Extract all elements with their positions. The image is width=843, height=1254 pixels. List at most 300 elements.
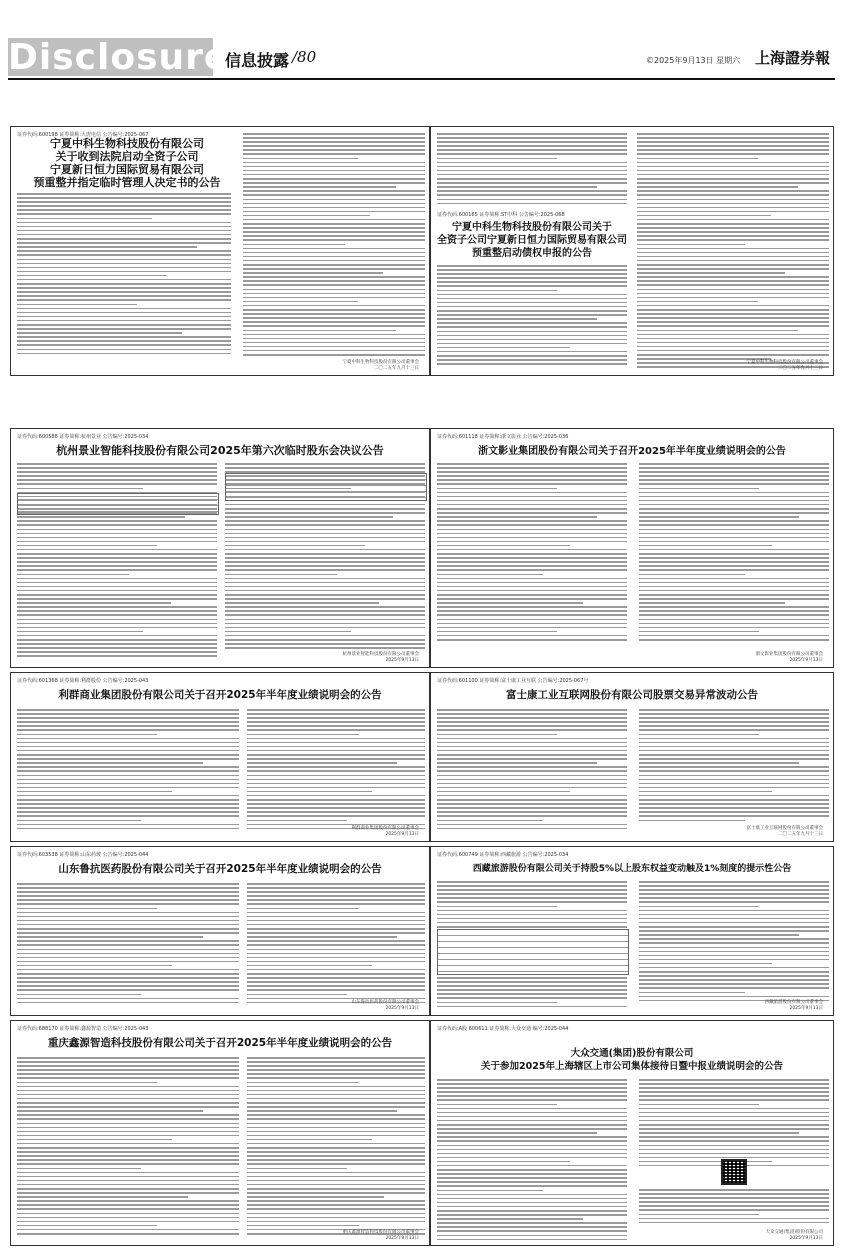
text-line — [437, 1140, 627, 1142]
text-line — [17, 647, 217, 649]
text-line — [225, 647, 425, 649]
text-line — [17, 1188, 239, 1190]
text-line — [17, 353, 231, 355]
text-line — [639, 1087, 829, 1089]
text-line — [437, 795, 627, 797]
text-line — [639, 553, 829, 555]
text-line — [437, 273, 627, 275]
text-line — [247, 1114, 425, 1116]
text-line — [639, 983, 829, 985]
text-line — [17, 989, 239, 991]
text-line — [437, 897, 627, 899]
text-line — [17, 643, 217, 645]
text-line — [247, 758, 425, 760]
text-line — [225, 508, 425, 510]
text-line — [437, 166, 627, 168]
text-line — [243, 219, 425, 221]
text-line — [17, 924, 239, 926]
text-line — [437, 1104, 557, 1106]
text-line — [437, 901, 627, 903]
text-line — [247, 1139, 372, 1141]
text-line — [17, 655, 217, 657]
text-line — [17, 1057, 239, 1059]
text-line — [17, 762, 203, 764]
text-line — [247, 1110, 397, 1112]
text-line — [639, 918, 829, 920]
text-line — [243, 280, 425, 282]
text-line — [225, 586, 425, 588]
text-line — [17, 895, 239, 897]
text-line — [637, 194, 829, 196]
title-line: 关于收到法院启动全资子公司 — [55, 150, 199, 163]
text-line — [247, 1082, 359, 1084]
text-line — [637, 137, 829, 139]
text-line — [247, 994, 347, 996]
text-line — [17, 746, 239, 748]
text-line — [17, 557, 217, 559]
text-line — [437, 881, 627, 883]
text-line — [437, 738, 627, 740]
text-line — [17, 569, 217, 571]
text-line — [17, 295, 231, 297]
text-line — [437, 565, 627, 567]
text-line — [17, 940, 239, 942]
text-line — [639, 926, 829, 928]
text-line — [243, 153, 425, 155]
text-line — [17, 1176, 239, 1178]
text-line — [639, 606, 829, 608]
text-line — [243, 334, 425, 336]
text-line — [639, 762, 799, 764]
text-line — [17, 299, 231, 301]
text-line — [225, 602, 379, 604]
text-line — [247, 1065, 425, 1067]
signature: 西藏旅游股份有限公司董事会 2025年9月13日 — [764, 1000, 823, 1011]
text-line — [17, 1229, 239, 1231]
text-line — [437, 199, 627, 201]
text-line — [17, 246, 197, 248]
text-line — [243, 297, 425, 299]
text-line — [17, 594, 217, 596]
text-line — [247, 1163, 425, 1165]
text-line — [17, 1147, 239, 1149]
text-line — [639, 942, 829, 944]
text-line — [639, 590, 829, 592]
text-line — [639, 508, 829, 510]
text-line — [17, 230, 231, 232]
text-line — [247, 912, 425, 914]
text-line — [247, 1192, 425, 1194]
text-line — [639, 631, 759, 633]
text-line — [225, 594, 425, 596]
text-line — [637, 227, 829, 229]
text-line — [639, 1128, 829, 1130]
text-line — [437, 1214, 627, 1216]
text-line — [17, 815, 239, 817]
text-line — [17, 549, 217, 551]
text-line — [637, 252, 829, 254]
body-text-col2 — [639, 881, 829, 1004]
qr-code-image — [721, 1159, 747, 1185]
text-line — [637, 338, 829, 340]
text-line — [17, 610, 217, 612]
text-line — [17, 623, 217, 625]
text-line — [639, 561, 829, 563]
text-line — [639, 1201, 829, 1203]
announcement-title: 山东鲁抗医药股份有限公司关于召开2025年半年度业绩说明会的公告 — [58, 863, 382, 875]
text-line — [17, 828, 239, 830]
text-line — [639, 795, 829, 797]
text-line — [639, 971, 829, 973]
text-line — [247, 807, 425, 809]
text-line — [437, 742, 627, 744]
text-line — [243, 346, 425, 348]
text-line — [437, 807, 627, 809]
text-line — [437, 815, 627, 817]
text-line — [639, 1153, 829, 1155]
text-line — [225, 635, 425, 637]
text-line — [247, 738, 425, 740]
body-text-right — [637, 133, 829, 370]
text-line — [639, 897, 829, 899]
text-line — [225, 627, 425, 629]
text-line — [247, 803, 425, 805]
body-text-col2 — [639, 1079, 829, 1169]
text-line — [437, 363, 627, 365]
text-line — [437, 582, 627, 584]
text-line — [437, 533, 627, 535]
text-line — [17, 725, 239, 727]
text-line — [637, 211, 829, 213]
text-line — [437, 1169, 627, 1171]
text-line — [639, 787, 829, 789]
text-line — [17, 586, 217, 588]
text-line — [17, 1094, 239, 1096]
text-line — [637, 325, 829, 327]
text-line — [17, 1086, 239, 1088]
body-text-col1 — [17, 883, 239, 1006]
text-line — [639, 717, 829, 719]
text-line — [17, 320, 231, 322]
text-line — [637, 231, 829, 233]
text-line — [437, 141, 627, 143]
text-line — [437, 725, 627, 727]
text-line — [437, 910, 627, 912]
text-line — [437, 298, 627, 300]
text-line — [639, 910, 829, 912]
text-line — [637, 346, 829, 348]
text-line — [17, 606, 217, 608]
text-line — [17, 271, 231, 273]
masthead-word: Disclosure — [8, 37, 230, 78]
text-line — [17, 308, 231, 310]
text-line — [639, 709, 829, 711]
text-line — [637, 199, 829, 201]
text-line — [17, 533, 217, 535]
text-line — [243, 199, 425, 201]
announcement-meta: 证券代码:601368 证券简称:利群股份 公告编号:2025-043 — [17, 678, 149, 684]
text-line — [437, 1206, 627, 1208]
text-line — [437, 1108, 627, 1110]
text-line — [437, 820, 543, 822]
text-line — [225, 516, 393, 518]
text-line — [243, 284, 425, 286]
text-line — [639, 471, 829, 473]
text-line — [639, 483, 829, 485]
text-line — [437, 488, 557, 490]
text-line — [639, 914, 829, 916]
text-line — [17, 1118, 239, 1120]
text-line — [17, 332, 182, 334]
text-line — [17, 908, 157, 910]
text-line — [17, 998, 239, 1000]
text-line — [17, 766, 239, 768]
text-line — [17, 944, 239, 946]
text-line — [17, 635, 217, 637]
text-line — [17, 1139, 172, 1141]
text-line — [639, 947, 829, 949]
text-line — [437, 520, 627, 522]
text-line — [243, 301, 358, 303]
text-line — [639, 807, 829, 809]
text-line — [437, 512, 627, 514]
body-text-col2b — [639, 1189, 829, 1226]
text-line — [637, 166, 829, 168]
text-line — [639, 582, 829, 584]
text-line — [247, 799, 425, 801]
table-row — [226, 492, 426, 498]
text-line — [225, 598, 425, 600]
text-line — [247, 775, 425, 777]
text-line — [17, 1184, 239, 1186]
text-line — [247, 1196, 384, 1198]
text-line — [437, 1091, 627, 1093]
text-line — [437, 149, 627, 151]
text-line — [17, 1127, 239, 1129]
text-line — [639, 938, 829, 940]
text-line — [247, 1135, 425, 1137]
text-line — [639, 1193, 829, 1195]
text-line — [243, 235, 425, 237]
announcement-panel-a6 — [430, 672, 834, 842]
text-line — [437, 762, 597, 764]
text-line — [243, 289, 425, 291]
text-line — [437, 775, 627, 777]
text-line — [639, 779, 829, 781]
text-line — [17, 811, 239, 813]
text-line — [17, 903, 239, 905]
text-line — [247, 1123, 425, 1125]
text-line — [639, 1112, 829, 1114]
text-line — [639, 545, 772, 547]
text-line — [247, 1094, 425, 1096]
text-line — [243, 330, 396, 332]
section-name: 信息披露 — [225, 51, 290, 70]
text-line — [437, 331, 627, 333]
text-line — [247, 920, 425, 922]
text-line — [639, 746, 829, 748]
text-line — [639, 1120, 829, 1122]
text-line — [243, 194, 425, 196]
text-line — [17, 193, 231, 195]
text-line — [17, 820, 141, 822]
text-line — [437, 754, 627, 756]
text-line — [437, 981, 627, 983]
text-line — [437, 145, 627, 147]
text-line — [17, 1065, 239, 1067]
text-line — [437, 553, 627, 555]
text-line — [17, 529, 217, 531]
text-line — [637, 297, 829, 299]
text-line — [17, 639, 217, 641]
announcement-title: 重庆鑫源智造科技股份有限公司关于召开2025年半年度业绩说明会的公告 — [47, 1037, 393, 1049]
text-line — [17, 1143, 239, 1145]
text-line — [17, 1221, 239, 1223]
text-line — [243, 260, 425, 262]
announcement-meta: 证券代码:601100 证券简称:富士康工业互联 公告编号:2025-067号 — [437, 678, 589, 684]
text-line — [243, 178, 425, 180]
text-line — [247, 1106, 425, 1108]
text-line — [225, 557, 425, 559]
text-line — [247, 1151, 425, 1153]
text-line — [17, 799, 239, 801]
text-line — [243, 268, 425, 270]
text-line — [17, 275, 167, 277]
text-line — [637, 264, 829, 266]
text-line — [639, 1214, 759, 1216]
text-line — [17, 209, 231, 211]
title-line: 预重整并指定临时管理人决定书的公告 — [33, 176, 221, 189]
text-line — [17, 738, 239, 740]
text-line — [17, 1159, 239, 1161]
text-line — [639, 783, 829, 785]
text-line — [17, 750, 239, 752]
text-line — [225, 582, 425, 584]
text-line — [639, 602, 785, 604]
text-line — [639, 881, 829, 883]
text-line — [437, 787, 627, 789]
text-line — [17, 1172, 239, 1174]
text-line — [639, 889, 829, 891]
text-line — [247, 1221, 425, 1223]
text-line — [243, 244, 345, 246]
text-line — [639, 598, 829, 600]
announcement-meta: 证券代码:688170 证券简称:鑫源智造 公告编号:2025-043 — [17, 1026, 149, 1032]
text-line — [639, 734, 759, 736]
text-line — [637, 284, 829, 286]
text-line — [437, 758, 627, 760]
text-line — [247, 1217, 425, 1219]
text-line — [639, 955, 829, 957]
announcement-title: 浙文影业集团股份有限公司关于召开2025年半年度业绩说明会的公告 — [478, 446, 786, 457]
text-line — [17, 775, 239, 777]
text-line — [639, 959, 829, 961]
text-line — [437, 1198, 627, 1200]
text-line — [437, 791, 570, 793]
text-line — [17, 328, 231, 330]
text-line — [639, 463, 829, 465]
page-header — [0, 0, 843, 80]
text-line — [437, 479, 627, 481]
text-line — [637, 321, 829, 323]
text-line — [637, 133, 829, 135]
text-line — [637, 354, 829, 356]
text-line — [17, 787, 239, 789]
text-line — [639, 1205, 829, 1207]
text-line — [17, 287, 231, 289]
text-line — [247, 1102, 425, 1104]
text-line — [17, 824, 239, 826]
text-line — [437, 746, 627, 748]
text-line — [437, 310, 627, 312]
text-line — [247, 1172, 425, 1174]
text-line — [639, 520, 829, 522]
text-line — [437, 178, 627, 180]
issue-date: ©2025年9月13日 星期六 — [646, 56, 741, 65]
text-line — [17, 1213, 239, 1215]
announcement-meta: 证券代码:600198 证券简称:大唐电信 公告编号:2025-067 — [17, 132, 149, 138]
text-line — [437, 606, 627, 608]
text-line — [243, 174, 425, 176]
text-line — [247, 1118, 425, 1120]
text-line — [437, 1079, 627, 1081]
text-line — [637, 334, 829, 336]
text-line — [17, 516, 185, 518]
text-line — [437, 770, 627, 772]
text-line — [225, 643, 425, 645]
text-line — [247, 944, 425, 946]
text-line — [437, 545, 570, 547]
text-line — [17, 291, 231, 293]
text-line — [437, 914, 627, 916]
text-line — [17, 981, 239, 983]
text-line — [437, 729, 627, 731]
text-line — [437, 1112, 627, 1114]
text-line — [243, 207, 425, 209]
text-line — [637, 248, 829, 250]
text-line — [225, 606, 425, 608]
text-line — [17, 1196, 188, 1198]
announcement-title: 宁夏中科生物科技股份有限公司关于 全资子公司宁夏新日恒力国际贸易有限公司 预重整启动债权申报的公告 — [437, 222, 627, 259]
title-line: 宁夏新日恒力国际贸易有限公司 — [50, 163, 204, 176]
text-line — [637, 186, 798, 188]
text-line — [225, 561, 425, 563]
text-line — [17, 242, 231, 244]
text-line — [243, 182, 425, 184]
announcement-panel-a7 — [10, 846, 430, 1016]
text-line — [437, 475, 627, 477]
announcement-panel-a2 — [430, 126, 834, 376]
signature: 山东鲁抗医药股份有限公司董事会 2025年9月13日 — [351, 1000, 419, 1011]
signature: 宁夏中科生物科技股份有限公司董事会 二〇二五年九月十三日 — [342, 360, 419, 371]
text-line — [639, 951, 829, 953]
announcement-title: 杭州景业智能科技股份有限公司2025年第六次临时股东会决议公告 — [56, 444, 384, 457]
text-line — [17, 1002, 239, 1004]
text-line — [247, 725, 425, 727]
body-text-col1 — [17, 709, 239, 832]
text-line — [17, 891, 239, 893]
holding-table — [437, 929, 629, 975]
text-line — [247, 891, 425, 893]
body-text-col2 — [247, 709, 425, 832]
text-line — [247, 742, 425, 744]
text-line — [247, 1168, 347, 1170]
text-line — [17, 1123, 239, 1125]
text-line — [639, 549, 829, 551]
text-line — [639, 533, 829, 535]
text-line — [17, 899, 239, 901]
text-line — [437, 557, 627, 559]
